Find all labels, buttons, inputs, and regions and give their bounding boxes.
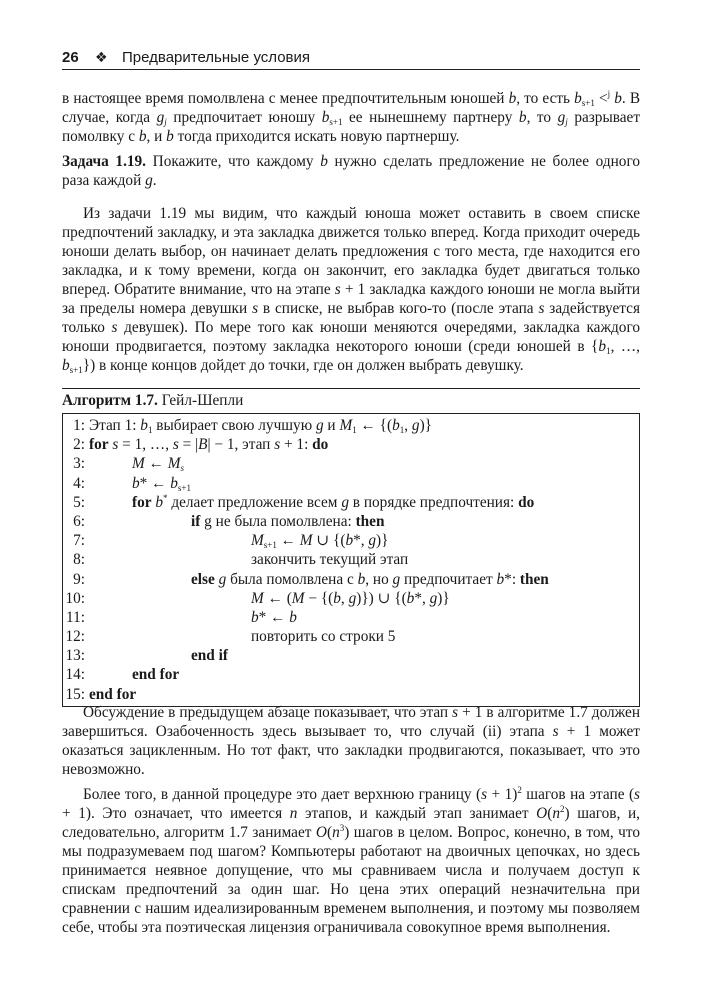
paragraph-bookmark: Из задачи 1.19 мы видим, что каждый юноша может оставить в своем списке предпочтений закладку, и эта закладка движется только вперед. Когда приходит очередь юноши делать выбор, он начинает делать предложения с того места, где находится его закладка, и к тому времени, когда он закончит, его закладка будет двигаться только вперед. Обратите внимание, что на этапе s + 1 закладка каждого юноши не могла выйти за пределы номера девушки s в списке, не выбрав кого-то (после этапа s задействуется только s девушек). По мере того как юноши меняются очередями, закладка каждого юноши продвигается, поэтому закладка некоторого юноши (среди юношей в {$b_1$, …, $b_{s+1}$}) в конце концов дойдет до точки, где он должен выбрать девушку. xyxy=(62,205,640,375)
paragraph-complexity: Более того, в данной процедуре это дает верхнюю границу $(s + 1)^2$ шагов на этапе (s + 1). Это означает, что имеется n этапов, и каждый этап занимает $O(n^2)$ шагов, и, следовательно, алгоритм 1.7 занимает $O(n^3)$ шагов в целом. Вопрос, конечно, в том, что мы подразумеваем под шагом? Компьютеры работают на двоичных цепочках, но здесь принимается неявное допущение, что мы сравниваем числа и получаем доступ к спискам предпочтений за один шаг. Но цена этих операций незначительна при сравнении с нашим идеализированным временем выполнения, и поэтому мы позволяем себе, чтобы эта поэтическая лицензия ограничивала совокупное время выполнения. xyxy=(62,785,640,936)
algorithm-line: 7: $M_{s+1}$ ← M ∪ {(b*, g)} xyxy=(73,532,389,551)
algorithm-line: 6: if g не была помолвлена: then xyxy=(73,512,385,530)
algorithm-line: 15: end for xyxy=(65,685,137,703)
algorithm-line: 9: else g была помолвлена с b, но g предпочитает b*: then xyxy=(73,570,549,588)
algorithm-line: 1: Этап 1: $b_1$ выбирает свою лучшую g и $M_1$ ← {($b_1$, g)} xyxy=(73,417,432,435)
algorithm-line: 10: M ← (M − {(b, g)}) ∪ {(b*, g)} xyxy=(65,589,450,607)
algorithm-line: 12: повторить со строки 5 xyxy=(65,628,396,646)
body-text-top xyxy=(62,89,640,375)
algorithm-line: 3: M ← $M_s$ xyxy=(73,455,184,474)
intro-paragraph: в настоящее время помолвлена с менее предпочтительным юношей b, то есть $b_{s+1} <^j$ b. В случае, когда $g_j$ предпочитает юношу $b_{s+1}$ ее нынешнему партнеру b, то $g_j$ разрывает помолвку с b, и b тогда приходится искать новую партнершу. xyxy=(62,89,641,145)
header-rule xyxy=(62,69,640,70)
task-paragraph: Задача 1.19. Покажите, что каждому b нужно сделать предложение не более одного раза каждой g. xyxy=(62,153,640,189)
body-text-bottom xyxy=(62,703,640,937)
algorithm-line: 4: b* ← $b_{s+1}$ xyxy=(73,474,191,493)
algorithm-line: 8: закончить текущий этап xyxy=(73,551,409,569)
algorithm-line: 11: b* ← b xyxy=(66,608,297,626)
algorithm-line: 5: for b* делает предложение всем g в порядке предпочтения: do xyxy=(73,492,535,511)
page-number: 26 xyxy=(62,49,79,66)
algorithm-body xyxy=(62,414,640,707)
paragraph-termination: Обсуждение в предыдущем абзаце показывает, что этап s + 1 в алгоритме 1.7 должен завершиться. Озабоченность здесь вызывает то, что случай (ii) этапа s + 1 может оказаться зацикленным. Но тот факт, что закладки продвигаются, показывает, что это невозможно. xyxy=(62,704,641,778)
running-header xyxy=(62,48,640,70)
ornament-icon: ❖ xyxy=(95,49,108,65)
task-label: Задача 1.19. xyxy=(62,153,147,170)
algorithm-line: 13: end if xyxy=(65,647,228,665)
chapter-title: Предварительные условия xyxy=(122,49,311,66)
algorithm-block xyxy=(62,388,640,707)
algorithm-caption: Алгоритм 1.7. Гейл-Шепли xyxy=(62,388,640,414)
algorithm-line: 2: for s = 1, …, s = |B| − 1, этап s + 1: do xyxy=(73,436,329,454)
algorithm-line: 14: end for xyxy=(65,666,180,684)
